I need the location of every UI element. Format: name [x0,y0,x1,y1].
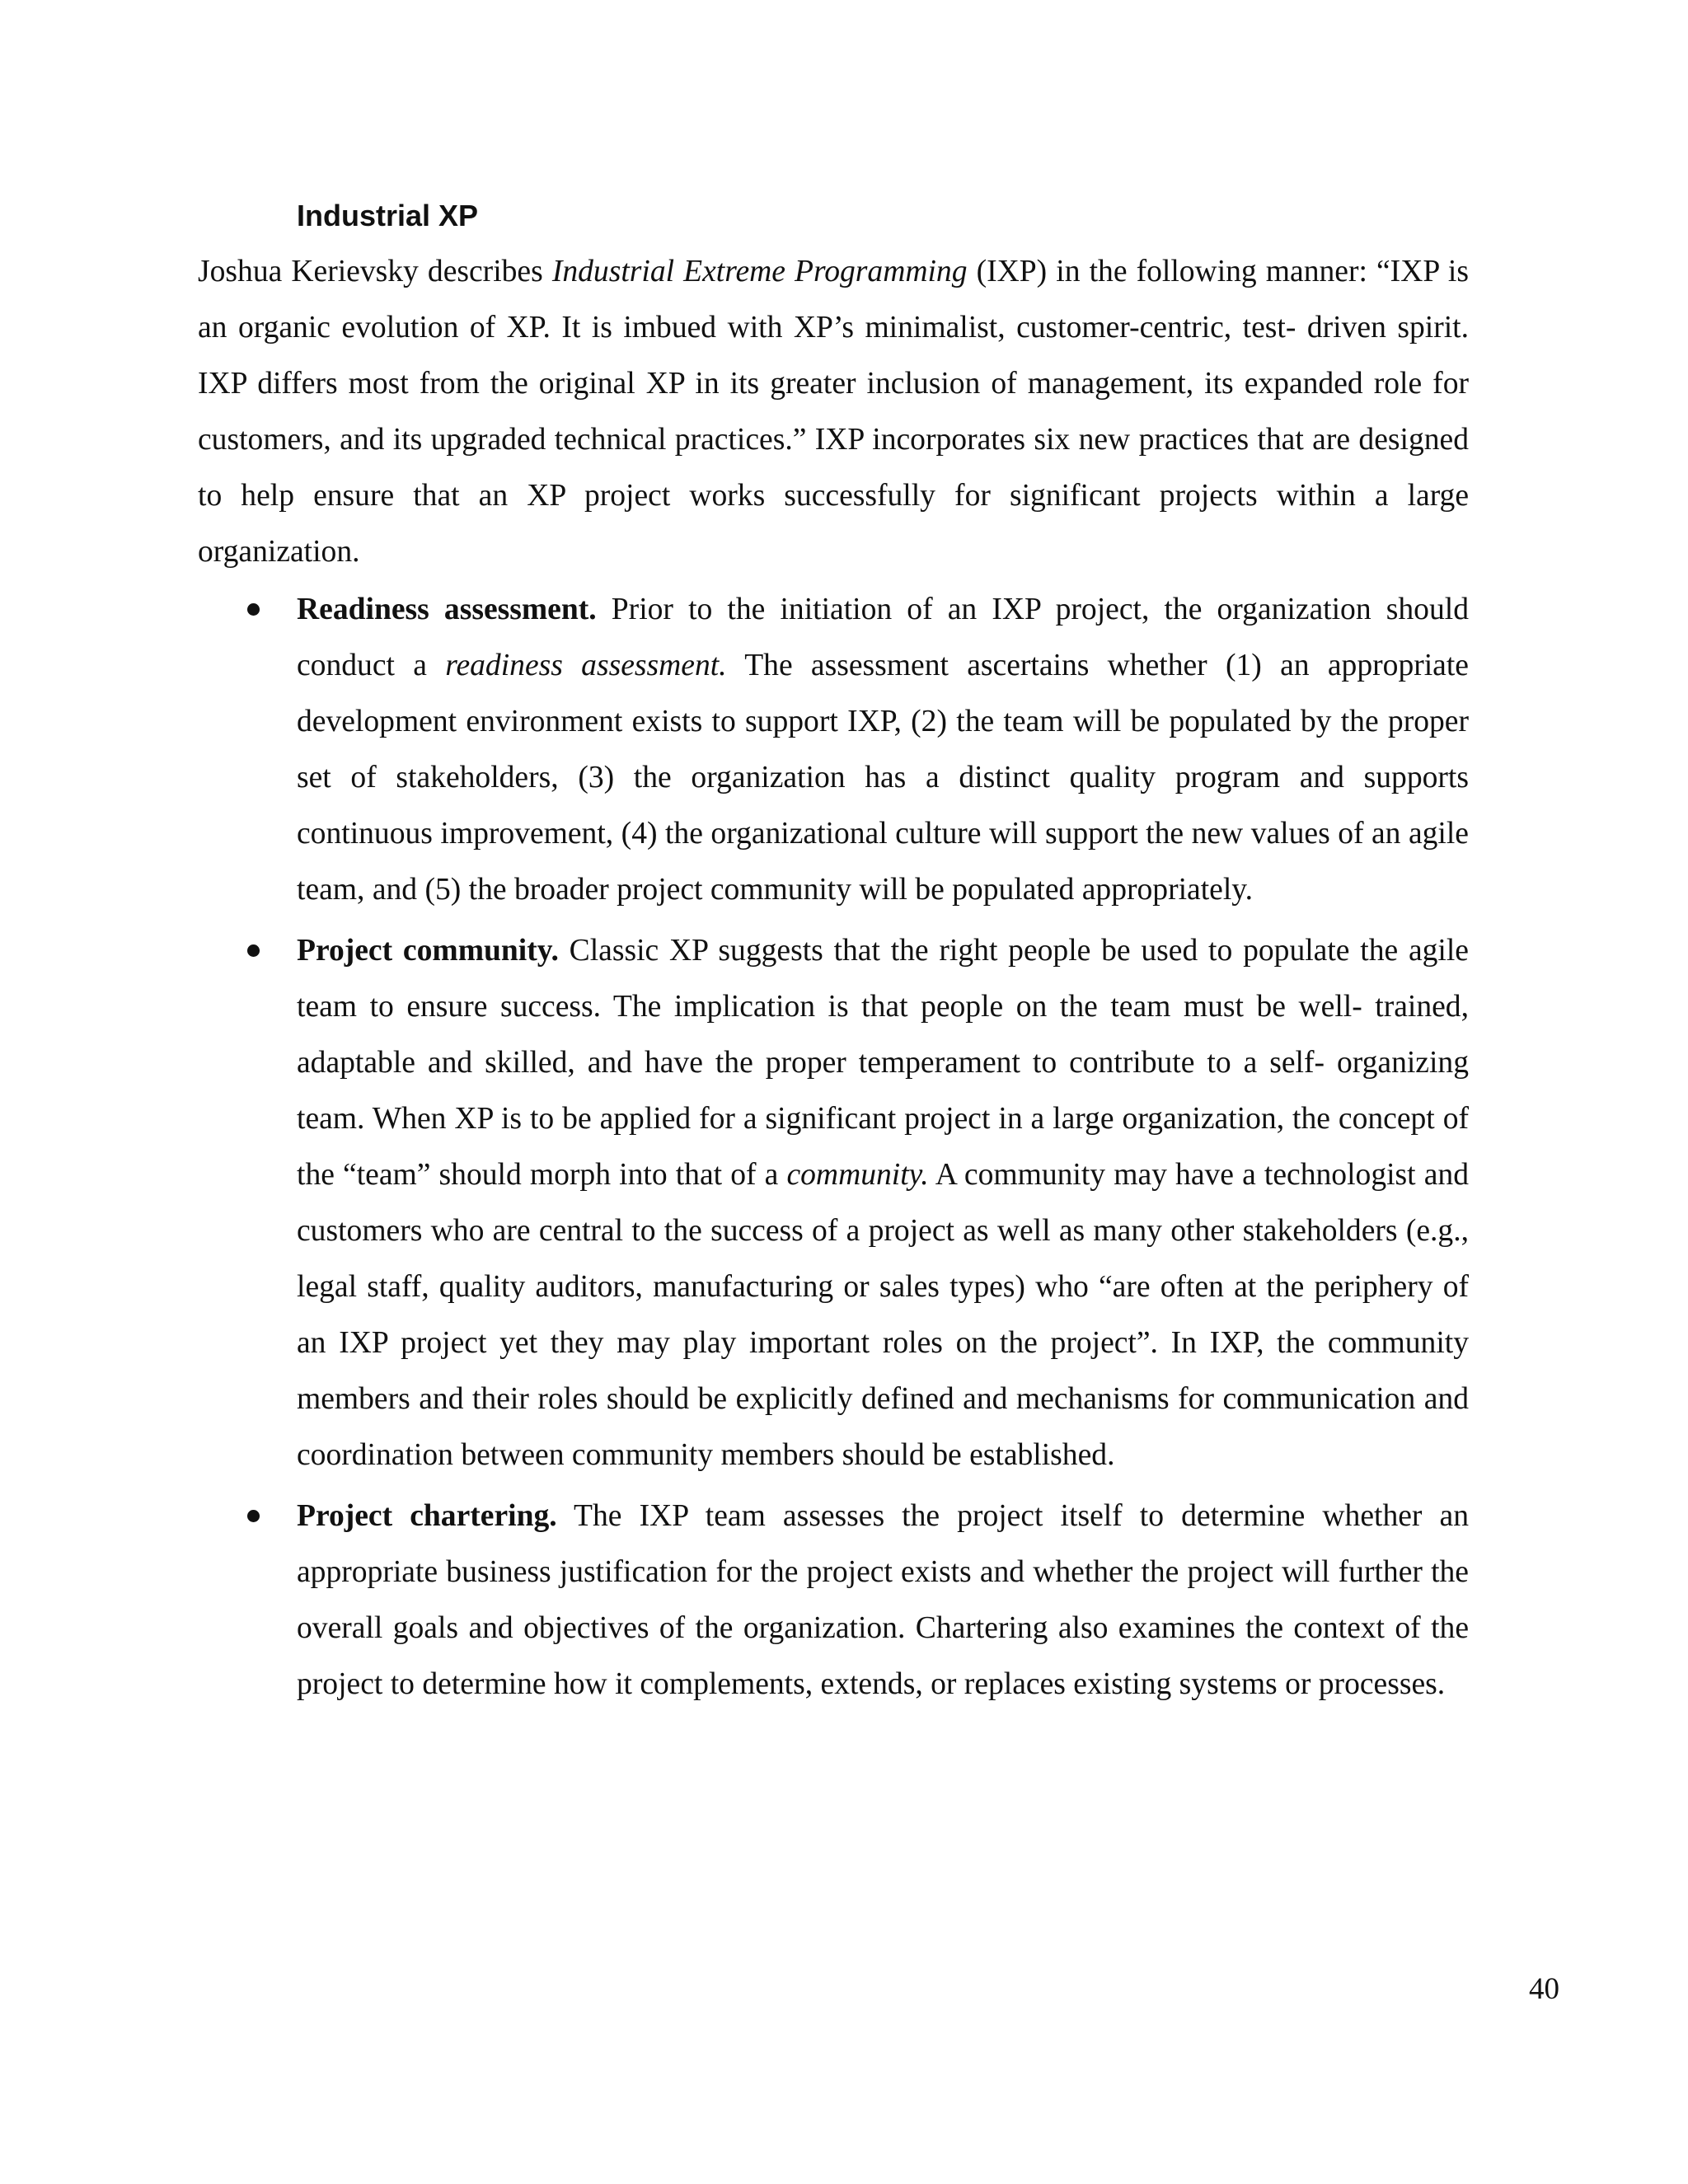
list-item-title: Readiness assessment. [297,593,597,626]
intro-paragraph [198,244,1469,580]
list-item-text-end: The assessment ascertains whether (1) an appropriate development environment exists to support IXP, (2) the team will be populated by the proper set of stakeholders, (3) the organization has a distinct quality program and supports continuous improvement, (4) the organizational culture will support the new values of an agile team, and (5) the broader project community will be populated appropriately. [297,649,1469,907]
bullet-icon [247,1510,260,1522]
intro-text-end: (IXP) in the following manner: “IXP is an organic evolution of XP. It is imbued with XP’s minimalist, customer-centric, test- driven spirit. IXP differs most from the original XP in its greater inclusion of management, its expanded role for customers, and its upgraded technical practices.” IXP incorporates six new practices that are designed to help ensure that an XP project works successfully for significant projects within a large organization. [198,255,1469,569]
page-number: 40 [1529,1972,1559,2006]
list-item-text: Prior to the initiation of an IXP project, the organization should conduct a [297,593,1469,682]
list-item-text-end: A community may have a technologist and customers who are central to the success of a project as well as many other stakeholders (e.g., legal staff, quality auditors, manufacturing or sales types) who “are often at the periphery of an IXP project yet they may play important roles on the project”. In IXP, the community members and their roles should be explicitly defined and mechanisms for communication and coordination between community members should be established. [297,1158,1470,1472]
list-item-text: The IXP team assesses the project itself to determine whether an appropriate business justification for the project exists and whether the project will further the overall goals and objectives of the organization. Chartering also examines the context of the project to determine how it complements, extends, or replaces existing systems or processes. [297,1499,1469,1701]
section-heading: Industrial XP [297,199,479,232]
list-item-readiness-assessment [198,582,1469,918]
bullet-icon [247,603,260,616]
practices-list [198,582,1469,1718]
list-item-text: Classic XP suggests that the right people be used to populate the agile team to ensure success. The implication is that people on the team must be well- trained, adaptable and skilled, and have the proper temperament to contribute to a self- organizing team. When XP is to be applied for a significant project in a large organization, the concept of the “team” should morph into that of a [297,934,1469,1192]
list-item-project-community [198,923,1469,1483]
list-item-italic: community. [786,1158,929,1192]
list-item-title: Project chartering. [297,1499,557,1533]
list-item-project-chartering [198,1488,1469,1713]
list-item-italic: readiness assessment. [445,649,727,682]
bullet-icon [247,944,260,957]
intro-italic-term: Industrial Extreme Programming [551,255,968,288]
intro-text-start: Joshua Kerievsky describes [198,255,552,288]
list-item-title: Project community. [297,934,559,968]
